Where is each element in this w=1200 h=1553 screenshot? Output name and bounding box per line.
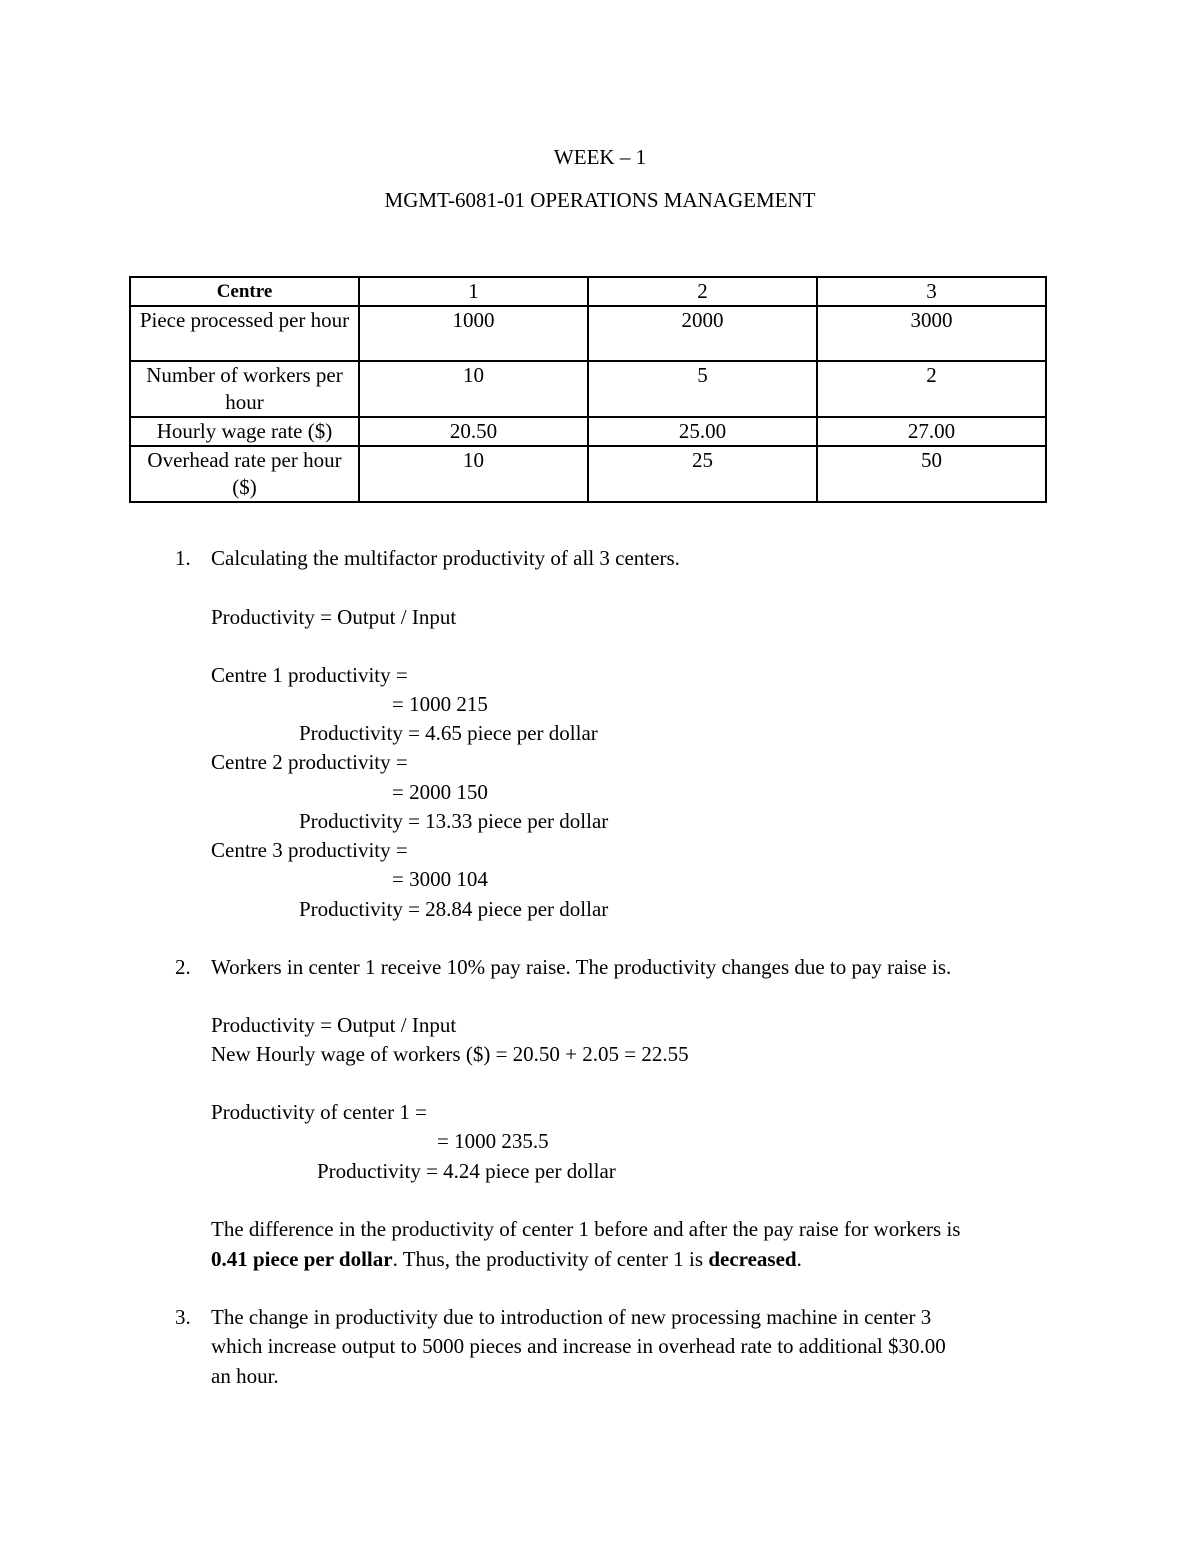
week-heading: WEEK – 1 <box>553 145 647 169</box>
q2-difference-text: . Thus, the productivity of center 1 is <box>392 1247 709 1271</box>
table-header-cell: 2 <box>588 277 817 306</box>
q3-line1: The change in productivity due to introduction of new processing machine in center 3 <box>211 1305 932 1329</box>
q1-centre2-result: Productivity = 13.33 piece per dollar <box>299 809 609 833</box>
table-cell: Piece processed per hour <box>130 306 359 361</box>
table-cell: 1000 <box>359 306 588 361</box>
q2-title: Workers in center 1 receive 10% pay raise. The productivity changes due to pay raise is. <box>211 955 952 979</box>
table-row <box>130 446 1046 502</box>
table-cell: 50 <box>817 446 1046 502</box>
q2-difference-line1: The difference in the productivity of center 1 before and after the pay raise for workers is <box>211 1217 961 1241</box>
q1-number: 1. <box>175 546 191 570</box>
table-header-cell: 3 <box>817 277 1046 306</box>
table-cell: Overhead rate per hour ($) <box>130 446 359 502</box>
q2-new-wage: New Hourly wage of workers ($) = 20.50 + 2.05 = 22.55 <box>211 1042 689 1066</box>
q3-line2: which increase output to 5000 pieces and increase in overhead rate to additional $30.00 <box>211 1334 946 1358</box>
table-row <box>130 306 1046 361</box>
q2-centre1-result: Productivity = 4.24 piece per dollar <box>317 1159 616 1183</box>
table-header-cell: 1 <box>359 277 588 306</box>
q2-conclusion: decreased <box>708 1247 797 1271</box>
centre-data-table <box>129 276 1047 503</box>
table-row <box>130 361 1046 417</box>
q3-number: 3. <box>175 1305 191 1329</box>
q1-centre2-calc: = 2000 150 <box>392 780 488 804</box>
q1-centre2-label: Centre 2 productivity = <box>211 750 408 774</box>
q3-line3: an hour. <box>211 1364 279 1388</box>
q1-centre1-result: Productivity = 4.65 piece per dollar <box>299 721 598 745</box>
table-cell: 10 <box>359 446 588 502</box>
table-cell: 20.50 <box>359 417 588 446</box>
q1-centre1-calc: = 1000 215 <box>392 692 488 716</box>
q1-formula: Productivity = Output / Input <box>211 605 457 629</box>
q2-centre1-label: Productivity of center 1 = <box>211 1100 427 1124</box>
course-title: MGMT-6081-01 OPERATIONS MANAGEMENT <box>384 188 816 212</box>
table-cell: 2 <box>817 361 1046 417</box>
table-cell: 25.00 <box>588 417 817 446</box>
table-cell: 2000 <box>588 306 817 361</box>
table-cell: 25 <box>588 446 817 502</box>
q2-centre1-calc: = 1000 235.5 <box>437 1129 549 1153</box>
q1-centre3-result: Productivity = 28.84 piece per dollar <box>299 897 609 921</box>
table-cell: Hourly wage rate ($) <box>130 417 359 446</box>
q1-centre3-label: Centre 3 productivity = <box>211 838 408 862</box>
q1-centre1-label: Centre 1 productivity = <box>211 663 408 687</box>
q2-difference-value: 0.41 piece per dollar <box>211 1247 393 1271</box>
q2-formula: Productivity = Output / Input <box>211 1013 457 1037</box>
q2-number: 2. <box>175 955 191 979</box>
table-cell: 5 <box>588 361 817 417</box>
q1-title: Calculating the multifactor productivity of all 3 centers. <box>211 546 680 570</box>
table-header-cell: Centre <box>130 277 359 306</box>
q2-period: . <box>796 1247 802 1271</box>
table-row <box>130 417 1046 446</box>
table-header-row <box>130 277 1046 306</box>
q2-difference-line2 <box>211 1245 802 1274</box>
table-cell: Number of workers per hour <box>130 361 359 417</box>
table-cell: 3000 <box>817 306 1046 361</box>
q1-centre3-calc: = 3000 104 <box>392 867 488 891</box>
table-cell: 27.00 <box>817 417 1046 446</box>
table-cell: 10 <box>359 361 588 417</box>
